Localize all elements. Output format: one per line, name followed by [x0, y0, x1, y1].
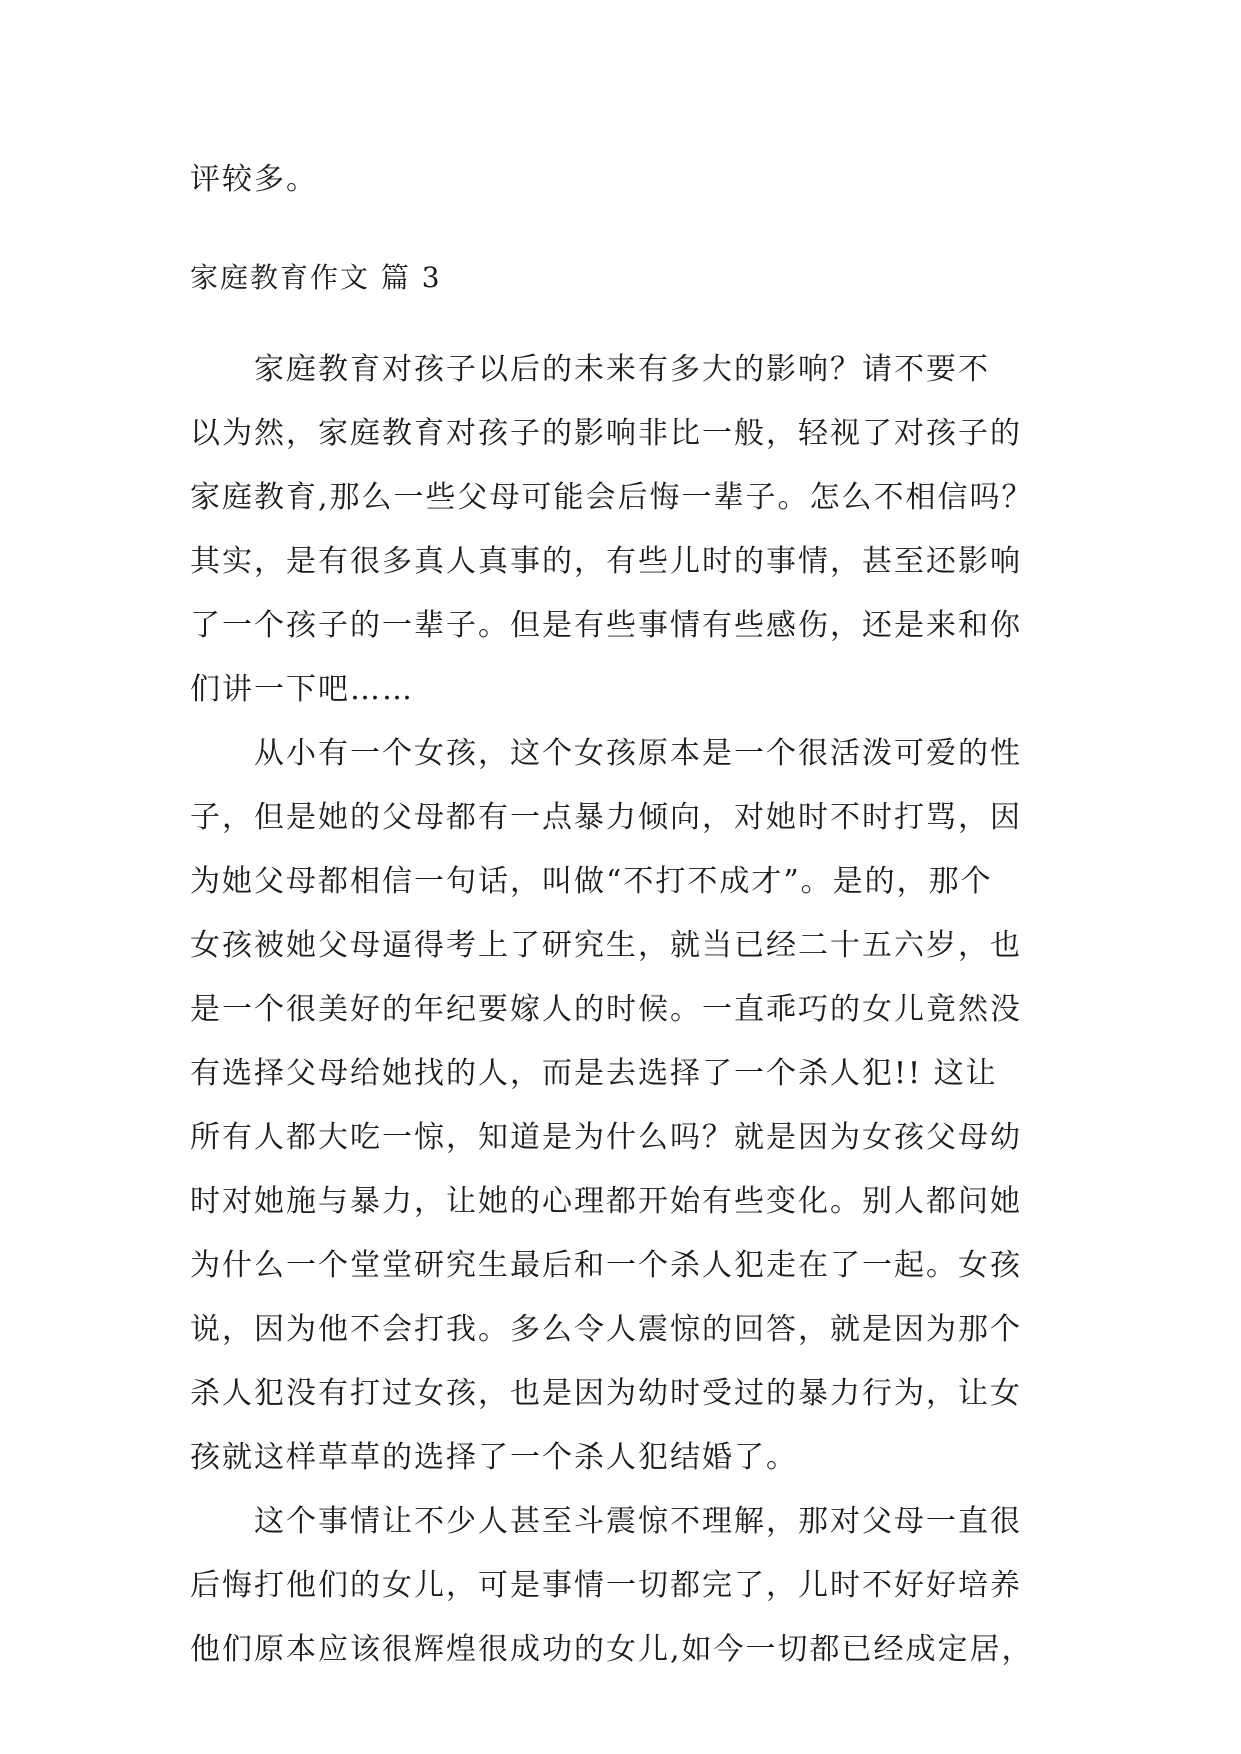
text-line: 他们原本应该很辉煌很成功的女儿,如今一切都已经成定居，: [190, 1632, 1034, 1667]
paragraph-3: [190, 1490, 1046, 1682]
text-line: 时对她施与暴力，让她的心理都开始有些变化。别人都问她: [190, 1184, 1022, 1219]
text-line: 家庭教育,那么一些父母可能会后悔一辈子。怎么不相信吗？: [190, 480, 1034, 515]
text-line: 孩就这样草草的选择了一个杀人犯结婚了。: [190, 1440, 798, 1475]
text-line: 这个事情让不少人甚至斗震惊不理解，那对父母一直很: [190, 1504, 1022, 1539]
text-line: 为她父母都相信一句话，叫做“不打不成才”。是的，那个: [190, 864, 993, 899]
text-line: 杀人犯没有打过女孩，也是因为幼时受过的暴力行为，让女: [190, 1376, 1022, 1411]
section-title: 家庭教育作文 篇 3: [190, 261, 442, 294]
text-line: 所有人都大吃一惊，知道是为什么吗？就是因为女孩父母幼: [190, 1120, 1022, 1155]
text-line: 家庭教育对孩子以后的未来有多大的影响？请不要不: [190, 352, 990, 387]
text-line: 评较多。: [190, 162, 318, 197]
paragraph-1: [190, 338, 1046, 722]
previous-section-tail: [190, 148, 1046, 212]
text-line: 后悔打他们的女儿，可是事情一切都完了，儿时不好好培养: [190, 1568, 1022, 1603]
text-line: 说，因为他不会打我。多么令人震惊的回答，就是因为那个: [190, 1312, 1022, 1347]
paragraph-2: [190, 722, 1046, 1490]
text-line: 为什么一个堂堂研究生最后和一个杀人犯走在了一起。女孩: [190, 1248, 1022, 1283]
text-line: 是一个很美好的年纪要嫁人的时候。一直乖巧的女儿竟然没: [190, 992, 1022, 1027]
text-line: 女孩被她父母逼得考上了研究生，就当已经二十五六岁，也: [190, 928, 1022, 963]
text-line: 其实，是有很多真人真事的，有些儿时的事情，甚至还影响: [190, 544, 1022, 579]
text-line: 以为然，家庭教育对孩子的影响非比一般，轻视了对孩子的: [190, 416, 1022, 451]
text-line: 从小有一个女孩，这个女孩原本是一个很活泼可爱的性: [190, 736, 1022, 771]
text-line: 了一个孩子的一辈子。但是有些事情有些感伤，还是来和你: [190, 608, 1022, 643]
article-body: [190, 338, 1046, 1682]
text-line: 子，但是她的父母都有一点暴力倾向，对她时不时打骂，因: [190, 800, 1022, 835]
text-line: 们讲一下吧……: [190, 672, 414, 707]
text-line: 有选择父母给她找的人，而是去选择了一个杀人犯!! 这让: [190, 1056, 998, 1091]
